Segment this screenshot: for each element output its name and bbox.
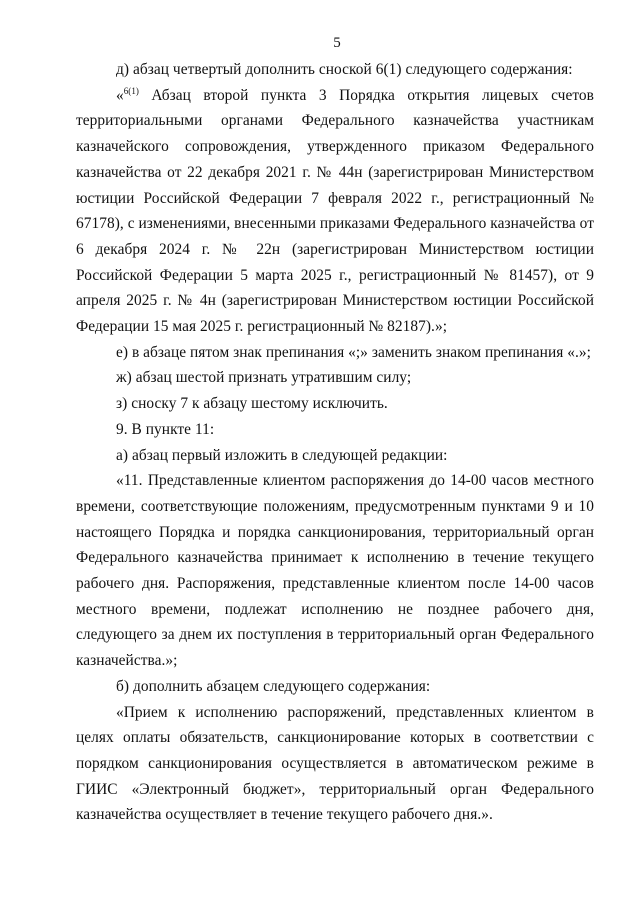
paragraph-footnote-6-1 (76, 83, 594, 340)
quote-open: « (116, 86, 124, 104)
paragraph-item-11-text: «11. Представленные клиентом распоряжения до 14-00 часов местного времени, соответствующие положениям, предусмотренным пунктами 9 и 10 настоящего Порядка и порядка санкционирования, территориальный орган Федерального казначейства принимает к исполнению в течение текущего рабочего дня. Распоряжения, представленные клиентом после 14-00 часов местного времени, подлежат исполнению не позднее рабочего дня, следующего за днем их поступления в территориальный орган Федерального казначейства.»; (76, 472, 594, 670)
paragraph-amendment-zh: ж) абзац шестой признать утратившим силу; (116, 369, 412, 387)
paragraph-amendment-e: е) в абзаце пятом знак препинания «;» заменить знаком препинания «.»; (116, 343, 591, 361)
paragraph-amendment-z: з) сноску 7 к абзацу шестому исключить. (116, 395, 388, 413)
page-number: 5 (333, 35, 341, 51)
paragraph-amendment-a: а) абзац первый изложить в следующей редакции: (116, 446, 448, 464)
paragraph-amendment-d: д) абзац четвертый дополнить сноской 6(1) следующего содержания: (116, 61, 573, 78)
paragraph-item-9: 9. В пункте 11: (116, 420, 215, 438)
footnote-marker: 6(1) (123, 85, 139, 96)
paragraph-new-abzac: «Прием к исполнению распоряжений, представленных клиентом в целях оплаты обязательств, санкционирование которых в соответствии с порядком санкционирования осуществляется в автоматическом режиме в ГИИС «Электронный бюджет», территориальный орган Федерального казначейства осуществляет в течение текущего рабочего дня.». (76, 703, 594, 824)
paragraph-amendment-b: б) дополнить абзацем следующего содержания: (116, 677, 431, 695)
footnote-text: Абзац второй пункта 3 Порядка открытия лицевых счетов территориальными органами Федерального казначейства участникам казначейского сопровождения, утвержденного приказом Федерального казначейства от 22 декабря 2021 г. № 44н (зарегистрирован Министерством юстиции Российской Федерации 7 февраля 2022 г., регистрационный № 67178), с изменениями, внесенными приказами Федерального казначейства от 6 декабря 2024 г. № 22н (зарегистрирован Министерством юстиции Российской Федерации 5 марта 2025 г., регистрационный № 81457), от 9 апреля 2025 г. № 4н (зарегистрирован Министерством юстиции Российской Федерации 15 мая 2025 г. регистрационный № 82187).»; (76, 86, 594, 336)
